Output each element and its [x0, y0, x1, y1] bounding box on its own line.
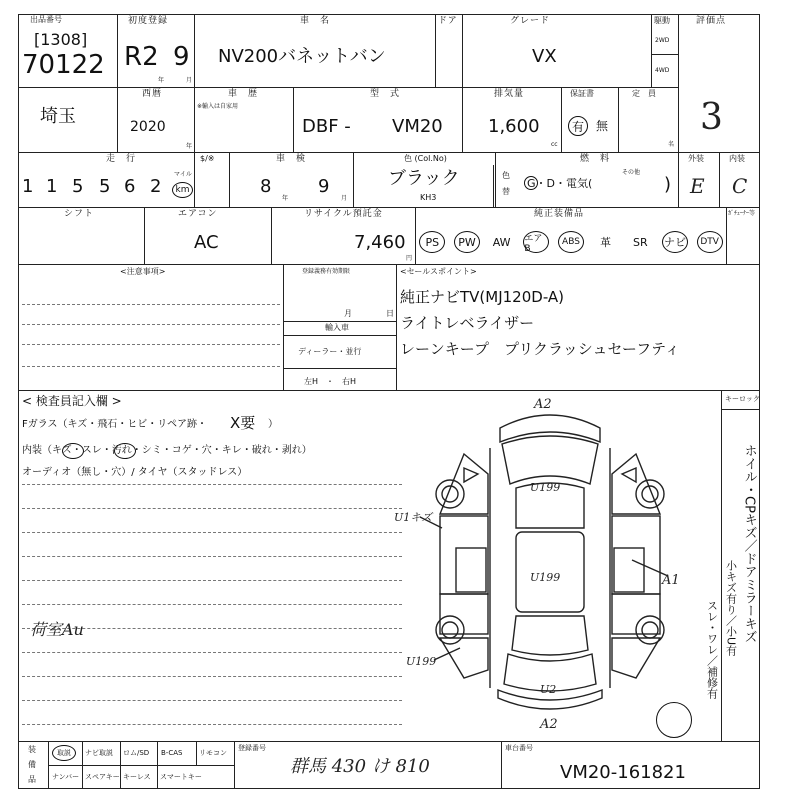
color-code: KH3 — [420, 193, 437, 202]
inspection-month: 9 — [318, 176, 330, 197]
grade-label: グレード — [510, 16, 551, 26]
dealer-label: ディーラー・並行 — [298, 347, 362, 356]
mileage-digit-6: 2 — [150, 176, 162, 197]
inspection-label: 車 検 — [276, 154, 307, 164]
exterior-label: 外装 — [688, 154, 704, 163]
fuel-label: 燃 料 — [580, 154, 611, 164]
item-remote: リモコン — [199, 749, 227, 757]
mark-hood: U199 — [530, 481, 561, 494]
registration-month: 9 — [173, 42, 190, 72]
mark-right: A1 — [662, 573, 680, 588]
mile-label: マイル — [174, 171, 192, 178]
interior-score: C — [732, 174, 748, 198]
handwritten-note: 荷室Au — [30, 620, 84, 639]
equipment-item: PS — [419, 231, 445, 253]
color-side-1: 色 — [502, 171, 510, 180]
mileage-digit-2: 1 — [46, 176, 58, 197]
year-unit: 年 — [158, 77, 165, 84]
equipment-label: 純正装備品 — [534, 209, 585, 219]
interior-circle-2 — [114, 443, 136, 459]
mark-rear-bumper: U2 — [540, 683, 557, 696]
equipment-item: SR — [633, 235, 648, 249]
shift-label: シフト — [64, 209, 95, 219]
vertical-note-2: 小キズ有り／小U有 — [724, 560, 738, 657]
vertical-note-3: スレ・ワレ／補修有 — [705, 600, 719, 699]
mark-rear: A2 — [540, 717, 558, 732]
car-name-label: 車 名 — [300, 16, 331, 26]
glass-x: X要 — [230, 414, 256, 432]
model-label: 型 式 — [370, 89, 401, 99]
grade-cell — [462, 14, 652, 88]
item-navi-manual: ナビ取説 — [85, 749, 113, 757]
footer-equip-label-1: 装 — [28, 745, 36, 754]
km-circle — [172, 182, 193, 198]
car-diagram — [420, 398, 680, 728]
interior-label: 内装 — [729, 154, 745, 163]
mark-front: A2 — [534, 397, 552, 412]
mark-side-left: U1キズ — [394, 511, 433, 524]
capacity-label: 定 員 — [632, 89, 656, 98]
equipment-item: AW — [492, 235, 511, 249]
inspector-title: < 検査員記入欄 > — [22, 394, 122, 408]
history-note: ※輸入は自家用 — [197, 103, 239, 110]
sales-point-3: レーンキープ プリクラッシュセーフティ — [400, 340, 680, 358]
mileage-label: 走 行 — [106, 154, 137, 164]
western-year: 2020 — [130, 119, 166, 135]
tuner-label: ｶﾞﾁｭｰﾅｰ等 — [728, 210, 756, 217]
fuel-close: ) — [664, 174, 672, 195]
chassis-value: VM20-161821 — [560, 762, 686, 783]
yen-unit: 円 — [406, 255, 413, 262]
item-bcas: B-CAS — [161, 749, 183, 757]
vertical-note-1: ホイル・CPキズ／ドアミラーキズ — [741, 444, 757, 643]
item-spare-key: スペアキー — [85, 773, 120, 781]
footer-equip-label-3: 品 — [28, 775, 36, 784]
exterior-score: E — [690, 174, 705, 198]
score: 3 — [700, 97, 723, 138]
model-prefix: DBF - — [302, 116, 351, 137]
drive-label: 駆動 — [654, 16, 670, 25]
sflag-label: $/※ — [200, 154, 215, 163]
registration-expiry-label: 登録義務有効期限 — [302, 268, 351, 275]
inspection-month-unit: 月 — [341, 195, 348, 202]
mileage-digit-3: 5 — [72, 176, 84, 197]
interior-circle-1 — [62, 443, 84, 459]
warranty-no: 無 — [596, 119, 609, 133]
footer-equip-label-2: 備 — [28, 760, 36, 769]
equipment-item: ABS — [558, 231, 584, 253]
registration-era: R2 — [124, 42, 159, 72]
grade: VX — [532, 46, 557, 67]
displacement: 1,600 — [488, 116, 540, 137]
first-registration-label: 初度登録 — [128, 16, 169, 26]
plate-value: 群馬 430 け 810 — [290, 756, 430, 777]
import-label: 輸入車 — [325, 323, 349, 332]
prefecture: 埼玉 — [40, 106, 76, 127]
item-manual: 取説 — [57, 749, 71, 757]
drive-2wd: 2WD — [655, 37, 670, 44]
mileage-digit-4: 5 — [99, 176, 111, 197]
warranty-yes-circle — [568, 116, 588, 136]
warranty-label: 保証書 — [570, 89, 594, 98]
item-plate: ナンバー — [52, 773, 80, 781]
sales-points-label: <セールスポイント> — [400, 267, 477, 276]
spare-tire-circle — [656, 702, 692, 738]
drive-cell — [651, 14, 679, 88]
doors-label: ドア — [438, 16, 458, 26]
mark-roof: U199 — [530, 571, 561, 584]
recycle-label: リサイクル預託金 — [304, 209, 383, 219]
fuel-other: その他 — [622, 169, 641, 176]
notes-cell — [18, 264, 284, 391]
mark-rear-left: U199 — [406, 655, 437, 668]
key-lock-label: キーロック — [725, 395, 760, 403]
western-year-label: 西暦 — [142, 89, 163, 99]
mileage-digit-5: 6 — [124, 176, 136, 197]
chassis-label: 車台番号 — [505, 744, 533, 752]
equipment-item: エアB — [523, 231, 549, 253]
displacement-label: 排気量 — [494, 89, 525, 99]
glass-line: Fガラス（キズ・飛石・ヒビ・リペア跡・ — [22, 419, 208, 430]
color-label: 色 (Col.No) — [404, 154, 447, 163]
western-year-unit: 年 — [186, 143, 193, 150]
cc-unit: cc — [551, 141, 558, 148]
registration-day-unit: 日 — [386, 309, 394, 318]
lot-number: 70122 — [22, 50, 105, 80]
plate-label: 登録番号 — [238, 744, 266, 752]
model-code: VM20 — [392, 116, 443, 137]
interior-line: 内装（キズ・スレ・汚れ・シミ・コゲ・穴・キレ・破れ・剥れ） — [22, 445, 312, 456]
mileage-digit-1: 1 — [22, 176, 34, 197]
sales-point-2: ライトレベライザー — [400, 314, 535, 332]
audio-line: オーディオ（無し・穴）/ タイヤ（スタッドレス） — [22, 467, 248, 478]
inspection-year-unit: 年 — [282, 195, 289, 202]
color-side-2: 替 — [502, 187, 510, 196]
month-unit: 月 — [186, 77, 193, 84]
item-smart-key: スマートキー — [160, 773, 202, 781]
glass-close: ） — [268, 419, 278, 430]
equipment-list — [415, 224, 727, 262]
lot-code: [1308] — [34, 30, 88, 49]
history-label: 車 歴 — [228, 89, 259, 99]
item-rom-sd: ロム/SD — [123, 749, 150, 757]
ac-label: エアコン — [178, 209, 218, 219]
score-label: 評価点 — [696, 16, 727, 26]
equipment-item: DTV — [697, 231, 723, 253]
recycle-value: 7,460 — [354, 232, 406, 253]
item-keyless: キーレス — [123, 773, 151, 781]
lot-number-label: 出品番号 — [30, 15, 62, 24]
equipment-item: PW — [454, 231, 480, 253]
registration-month-unit: 月 — [344, 309, 352, 318]
warranty-yes: 有 — [571, 119, 584, 134]
color: ブラック — [388, 168, 460, 189]
equipment-item: ナビ — [662, 231, 688, 253]
capacity-unit: 名 — [668, 141, 675, 148]
km-label: km — [175, 185, 190, 195]
notes-label: <注意事項> — [120, 267, 166, 276]
drive-4wd: 4WD — [655, 67, 670, 74]
ac-value: AC — [194, 232, 219, 253]
sales-point-1: 純正ナビTV(MJ120D-A) — [400, 288, 565, 306]
inspection-year: 8 — [260, 176, 272, 197]
equipment-item: 革 — [600, 236, 612, 249]
handle-label: 左H ・ 右H — [304, 377, 357, 386]
car-name: NV200バネットバン — [218, 46, 386, 67]
fuel-options: G・D・電気( — [527, 177, 593, 190]
